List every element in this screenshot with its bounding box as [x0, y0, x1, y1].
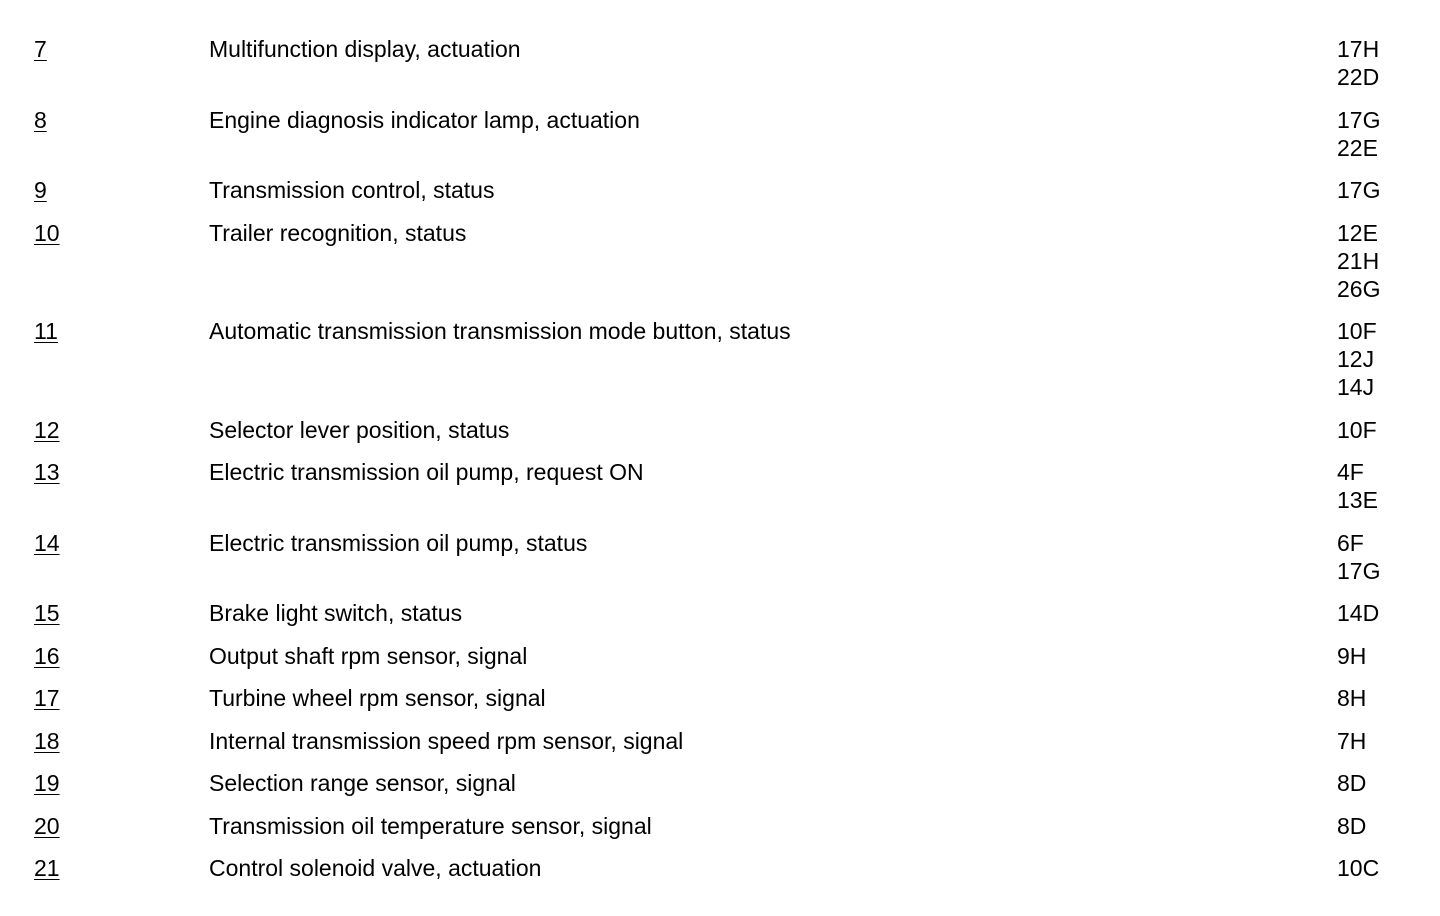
legend-row	[0, 727, 1440, 770]
legend-item-link[interactable]: 19	[34, 770, 60, 796]
grid-reference: 12E	[1337, 219, 1378, 246]
legend-item-description: Multifunction display, actuation	[209, 36, 521, 62]
legend-row	[0, 176, 1440, 219]
legend-item-refs	[1337, 599, 1440, 627]
legend-item-refs	[1337, 35, 1440, 91]
grid-reference: 17G	[1337, 106, 1381, 133]
legend-row	[0, 35, 1440, 106]
legend-item-description: Engine diagnosis indicator lamp, actuation	[209, 106, 640, 133]
grid-reference: 21H	[1337, 247, 1380, 274]
legend-item-description: Brake light switch, status	[209, 600, 463, 626]
legend-item-refs	[1337, 529, 1440, 585]
grid-reference: 26G	[1337, 275, 1381, 302]
grid-reference: 9H	[1337, 642, 1367, 669]
legend-item-link[interactable]: 20	[34, 812, 60, 839]
legend-row	[0, 458, 1440, 529]
legend-item-link[interactable]: 17	[34, 685, 60, 711]
legend-row	[0, 106, 1440, 177]
legend-item-description: Transmission control, status	[209, 177, 495, 203]
legend-item-refs	[1337, 106, 1440, 162]
legend-item-refs	[1337, 854, 1440, 882]
grid-reference: 17G	[1337, 177, 1381, 203]
legend-item-description: Internal transmission speed rpm sensor, signal	[209, 727, 684, 754]
legend-item-link[interactable]: 11	[34, 318, 58, 344]
legend-item-description: Electric transmission oil pump, request ON	[209, 459, 644, 485]
legend-item-refs	[1337, 812, 1440, 840]
legend-item-refs	[1337, 458, 1440, 514]
grid-reference: 10F	[1337, 416, 1377, 443]
grid-reference: 6F	[1337, 529, 1364, 556]
legend-item-refs	[1337, 416, 1440, 444]
legend-item-description: Electric transmission oil pump, status	[209, 529, 588, 556]
legend-row	[0, 642, 1440, 685]
grid-reference: 14J	[1337, 374, 1375, 400]
legend-row	[0, 219, 1440, 318]
legend-row	[0, 812, 1440, 855]
legend-row	[0, 769, 1440, 812]
grid-reference: 8D	[1337, 770, 1367, 796]
grid-reference: 17H	[1337, 36, 1380, 62]
grid-reference: 12J	[1337, 346, 1375, 372]
grid-reference: 22D	[1337, 64, 1380, 90]
legend-item-refs	[1337, 684, 1440, 712]
legend-item-refs	[1337, 176, 1440, 204]
legend-item-link[interactable]: 10	[34, 219, 60, 246]
legend-item-refs	[1337, 727, 1440, 755]
grid-reference: 17G	[1337, 557, 1381, 584]
grid-reference: 8D	[1337, 812, 1367, 839]
legend-item-description: Transmission oil temperature sensor, signal	[209, 812, 652, 839]
legend-row	[0, 416, 1440, 459]
legend-item-description: Selector lever position, status	[209, 416, 510, 443]
grid-reference: 14D	[1337, 600, 1380, 626]
grid-reference: 10C	[1337, 855, 1380, 881]
legend-item-description: Turbine wheel rpm sensor, signal	[209, 685, 546, 711]
legend-item-link[interactable]: 13	[34, 459, 60, 485]
legend-item-refs	[1337, 769, 1440, 797]
legend-list	[0, 35, 1440, 897]
legend-item-link[interactable]: 12	[34, 416, 60, 443]
legend-row	[0, 317, 1440, 416]
legend-row	[0, 684, 1440, 727]
grid-reference: 4F	[1337, 459, 1364, 485]
legend-item-link[interactable]: 15	[34, 600, 60, 626]
grid-reference: 13E	[1337, 487, 1378, 513]
legend-item-description: Output shaft rpm sensor, signal	[209, 642, 528, 669]
legend-item-link[interactable]: 14	[34, 529, 60, 556]
legend-item-link[interactable]: 21	[34, 855, 60, 881]
legend-item-refs	[1337, 642, 1440, 670]
legend-item-link[interactable]: 7	[34, 36, 47, 62]
grid-reference: 8H	[1337, 685, 1367, 711]
legend-item-refs	[1337, 317, 1440, 401]
legend-item-description: Automatic transmission transmission mode button, status	[209, 318, 791, 344]
legend-item-link[interactable]: 16	[34, 642, 60, 669]
legend-row	[0, 529, 1440, 600]
legend-item-refs	[1337, 219, 1440, 303]
legend-item-link[interactable]: 18	[34, 727, 60, 754]
legend-item-link[interactable]: 8	[34, 106, 47, 133]
grid-reference: 7H	[1337, 727, 1367, 754]
legend-row	[0, 854, 1440, 897]
grid-reference: 22E	[1337, 134, 1378, 161]
legend-item-link[interactable]: 9	[34, 177, 47, 203]
grid-reference: 10F	[1337, 318, 1377, 344]
legend-item-description: Trailer recognition, status	[209, 219, 467, 246]
legend-item-description: Selection range sensor, signal	[209, 770, 516, 796]
legend-row	[0, 599, 1440, 642]
legend-item-description: Control solenoid valve, actuation	[209, 855, 542, 881]
